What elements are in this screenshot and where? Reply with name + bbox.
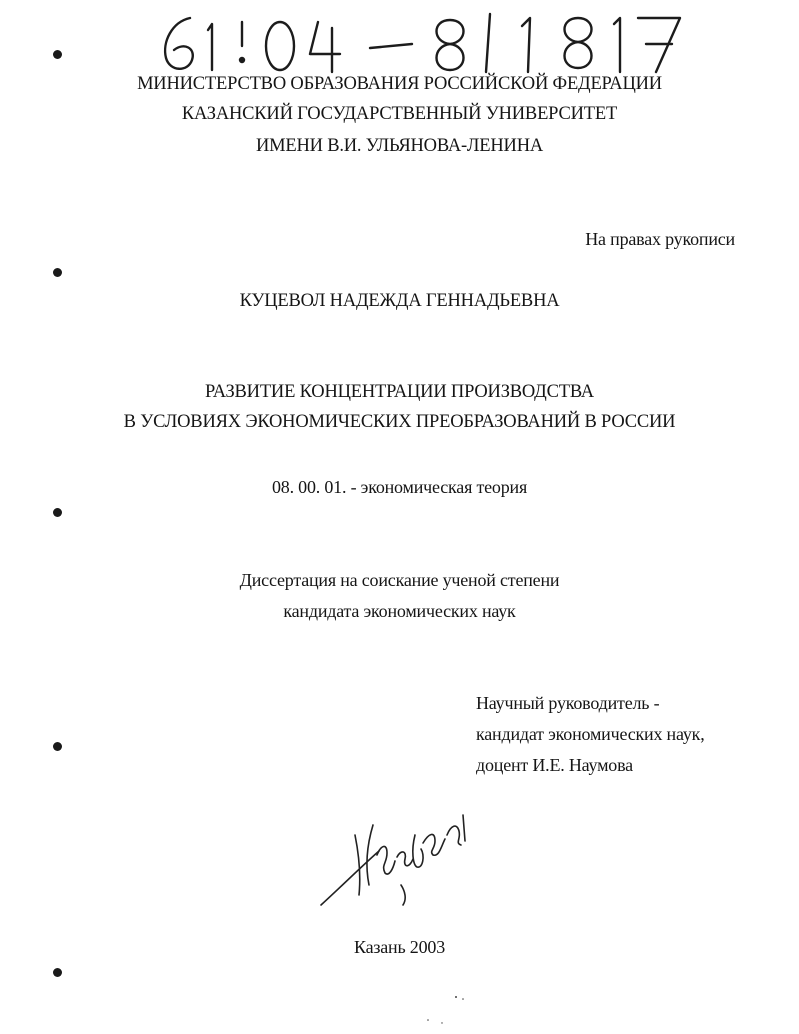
degree-line-1: Диссертация на соискание ученой степени xyxy=(239,570,560,590)
university-named-after: ИМЕНИ В.И. УЛЬЯНОВА-ЛЕНИНА xyxy=(255,136,544,156)
dissertation-title-line-2: В УСЛОВИЯХ ЭКОНОМИЧЕСКИХ ПРЕОБРАЗОВАНИЙ В РОССИИ xyxy=(123,412,676,432)
dissertation-title-line-1: РАЗВИТИЕ КОНЦЕНТРАЦИИ ПРОИЗВОДСТВА xyxy=(205,382,594,402)
margin-bullet xyxy=(53,508,62,517)
supervisor-label: Научный руководитель - xyxy=(476,693,660,713)
supervisor-degree: кандидат экономических наук, xyxy=(476,724,705,744)
margin-bullet xyxy=(53,268,62,277)
margin-bullet xyxy=(53,50,62,59)
author-signature xyxy=(315,795,485,915)
manuscript-note: На правах рукописи xyxy=(585,229,735,249)
scan-specks xyxy=(420,990,480,1030)
ministry-name: МИНИСТЕРСТВО ОБРАЗОВАНИЯ РОССИЙСКОЙ ФЕДЕРАЦИИ xyxy=(137,74,662,94)
city-year: Казань 2003 xyxy=(354,937,445,957)
margin-bullet xyxy=(53,742,62,751)
handwritten-archive-code xyxy=(150,0,690,80)
university-name: КАЗАНСКИЙ ГОСУДАРСТВЕННЫЙ УНИВЕРСИТЕТ xyxy=(181,104,618,124)
specialty-code: 08. 00. 01. - экономическая теория xyxy=(271,477,528,497)
margin-bullet xyxy=(53,968,62,977)
author-name: КУЦЕВОЛ НАДЕЖДА ГЕННАДЬЕВНА xyxy=(239,291,560,311)
degree-line-2: кандидата экономических наук xyxy=(283,601,516,621)
supervisor-name: доцент И.Е. Наумова xyxy=(476,755,633,775)
